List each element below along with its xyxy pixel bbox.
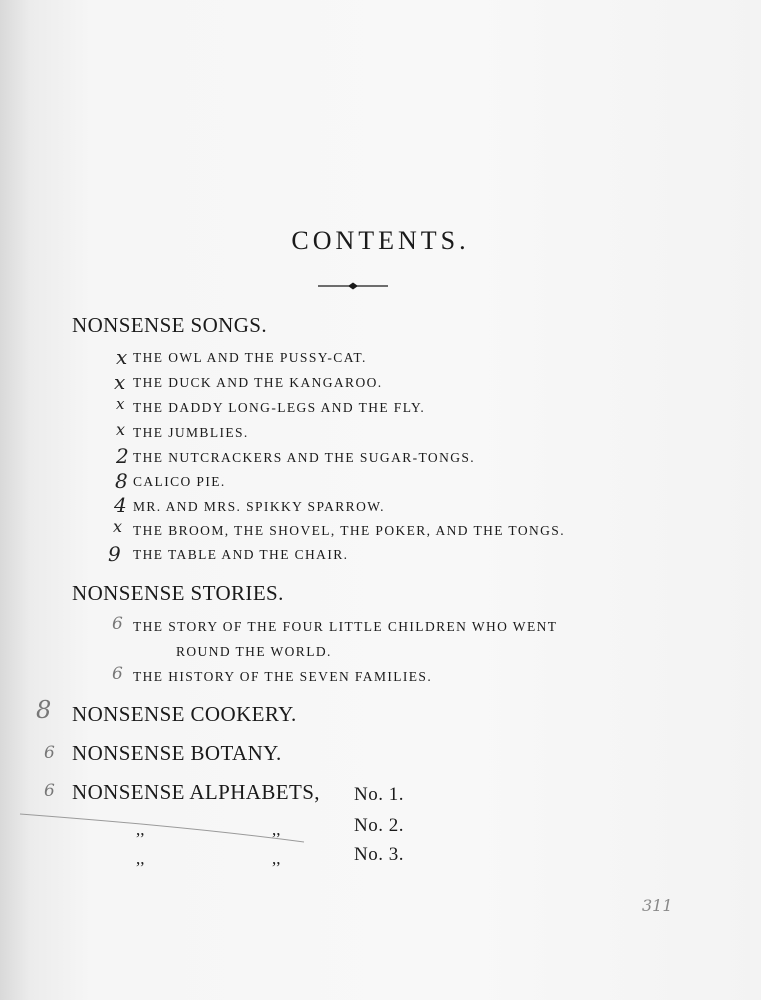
handwritten-mark: x <box>114 370 126 394</box>
contents-entry: THE NUTCRACKERS AND THE SUGAR-TONGS. <box>133 450 476 465</box>
contents-entry: THE BROOM, THE SHOVEL, THE POKER, AND THE TONGS. <box>133 523 565 538</box>
handwritten-mark: 9 <box>108 542 121 566</box>
ditto-mark: ,, <box>272 849 281 868</box>
contents-entry: THE STORY OF THE FOUR LITTLE CHILDREN WHO WENT <box>133 619 558 634</box>
pencil-mark: 6 <box>112 664 123 684</box>
section-heading-stories: NONSENSE STORIES. <box>72 581 284 605</box>
handwritten-mark: x <box>116 345 128 369</box>
handwritten-mark: x <box>116 395 125 413</box>
section-heading-alphabets: NONSENSE ALPHABETS, <box>72 780 320 804</box>
alphabet-number: No. 1. <box>354 784 404 805</box>
pencil-mark: 6 <box>44 781 55 801</box>
handwritten-mark: x <box>113 517 123 536</box>
contents-entry: MR. AND MRS. SPIKKY SPARROW. <box>133 499 385 514</box>
contents-entry: THE DUCK AND THE KANGAROO. <box>133 375 383 390</box>
pencil-stroke <box>18 808 308 848</box>
pencil-mark: 8 <box>36 696 52 724</box>
section-heading-songs: NONSENSE SONGS. <box>72 313 268 337</box>
alphabet-number: No. 3. <box>354 844 404 865</box>
page-number: 311 <box>642 896 673 915</box>
title-ornament <box>318 280 388 292</box>
contents-entry: CALICO PIE. <box>133 474 226 489</box>
contents-entry: THE DADDY LONG-LEGS AND THE FLY. <box>133 400 426 415</box>
ditto-mark: ,, <box>272 820 281 839</box>
ditto-mark: ,, <box>136 820 145 839</box>
pencil-mark: 6 <box>44 743 55 763</box>
page-title: CONTENTS. <box>291 226 470 255</box>
handwritten-mark: x <box>116 420 126 439</box>
handwritten-mark: 2 <box>116 444 129 468</box>
section-heading-botany: NONSENSE BOTANY. <box>72 741 282 765</box>
handwritten-mark: 8 <box>115 469 128 493</box>
ditto-mark: ,, <box>136 849 145 868</box>
contents-entry: THE OWL AND THE PUSSY-CAT. <box>133 350 367 365</box>
pencil-mark: 6 <box>112 614 123 634</box>
handwritten-mark: 4 <box>114 493 127 517</box>
alphabet-number: No. 2. <box>354 815 404 836</box>
contents-entry: THE HISTORY OF THE SEVEN FAMILIES. <box>133 669 433 684</box>
contents-entry: THE TABLE AND THE CHAIR. <box>133 547 349 562</box>
contents-entry: ROUND THE WORLD. <box>176 644 332 659</box>
contents-entry: THE JUMBLIES. <box>133 425 249 440</box>
section-heading-cookery: NONSENSE COOKERY. <box>72 702 297 726</box>
